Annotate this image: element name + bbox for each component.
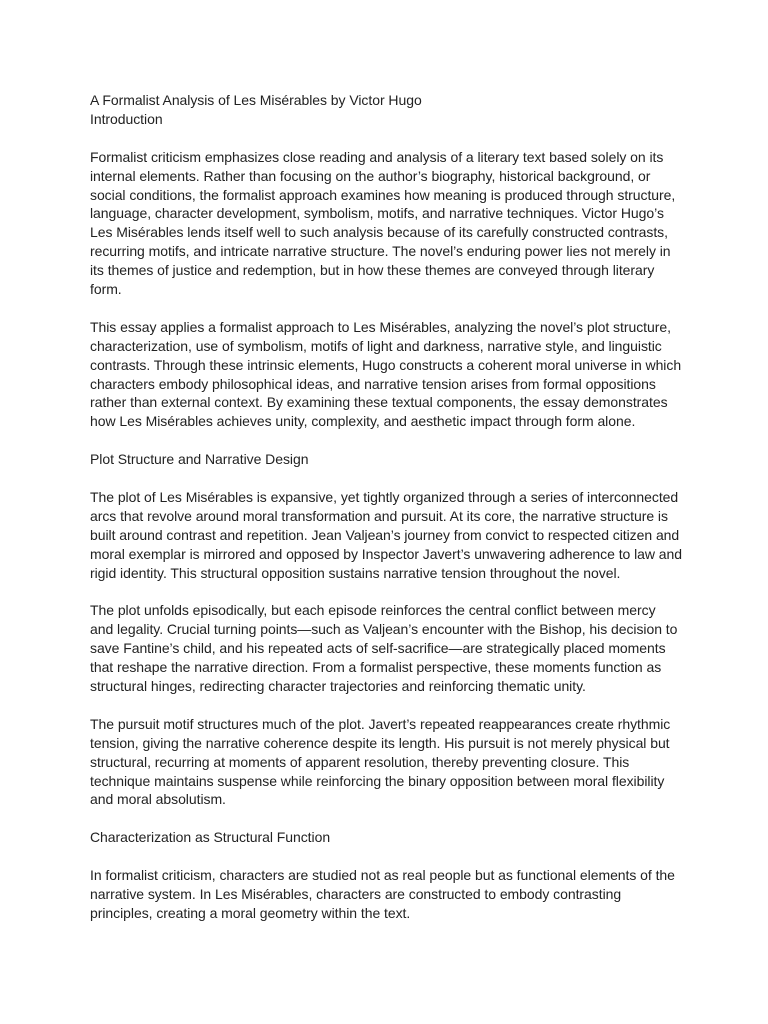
paragraph: Formalist criticism emphasizes close reading and analysis of a literary text based solely on its internal elements. Rather than focusing on the author’s biography, historical background, or social conditions, the formalist approach examines how meaning is produced through structure, language, character development, symbolism, motifs, and narrative techniques. Victor Hugo’s Les Misérables lends itself well to such analysis because of its carefully constructed contrasts, recurring motifs, and intricate narrative structure. The novel’s enduring power lies not merely in its themes of justice and redemption, but in how these themes are conveyed through literary form. bbox=[90, 148, 676, 298]
document-title: A Formalist Analysis of Les Misérables by Victor Hugo bbox=[90, 92, 422, 108]
paragraph: In formalist criticism, characters are studied not as real people but as functional elements of the narrative system. In Les Misérables, characters are constructed to embody contrasting principles, creating a moral geometry within the text. bbox=[90, 867, 675, 921]
document-page bbox=[90, 91, 682, 923]
section-heading-plot-structure: Plot Structure and Narrative Design bbox=[90, 451, 309, 468]
section-heading-characterization: Characterization as Structural Function bbox=[90, 829, 331, 846]
section-heading-introduction: Introduction bbox=[90, 110, 163, 127]
paragraph: The plot of Les Misérables is expansive, yet tightly organized through a series of interconnected arcs that revolve around moral transformation and pursuit. At its core, the narrative structure is built around contrast and repetition. Jean Valjean’s journey from convict to respected citizen and moral exemplar is mirrored and opposed by Inspector Javert’s unwavering adherence to law and rigid identity. This structural opposition sustains narrative tension throughout the novel. bbox=[90, 488, 683, 581]
paragraph: This essay applies a formalist approach to Les Misérables, analyzing the novel’s plot structure, characterization, use of symbolism, motifs of light and darkness, narrative style, and linguistic contrasts. Through these intrinsic elements, Hugo constructs a coherent moral universe in which characters embody philosophical ideas, and narrative tension arises from formal oppositions rather than external context. By examining these textual components, the essay demonstrates how Les Misérables achieves unity, complexity, and aesthetic impact through form alone. bbox=[90, 318, 682, 430]
title-block bbox=[90, 91, 682, 129]
paragraph: The plot unfolds episodically, but each episode reinforces the central conflict between mercy and legality. Crucial turning points—such as Valjean’s encounter with the Bishop, his decision to save Fantine’s child, and his repeated acts of self-sacrifice—are strategically placed moments that reshape the narrative direction. From a formalist perspective, these moments function as structural hinges, redirecting character trajectories and reinforcing thematic unity. bbox=[90, 602, 678, 695]
paragraph: The pursuit motif structures much of the plot. Javert’s repeated reappearances create rhythmic tension, giving the narrative coherence despite its length. His pursuit is not merely physical but structural, recurring at moments of apparent resolution, thereby preventing closure. This technique maintains suspense while reinforcing the binary opposition between moral flexibility and moral absolutism. bbox=[90, 715, 671, 808]
